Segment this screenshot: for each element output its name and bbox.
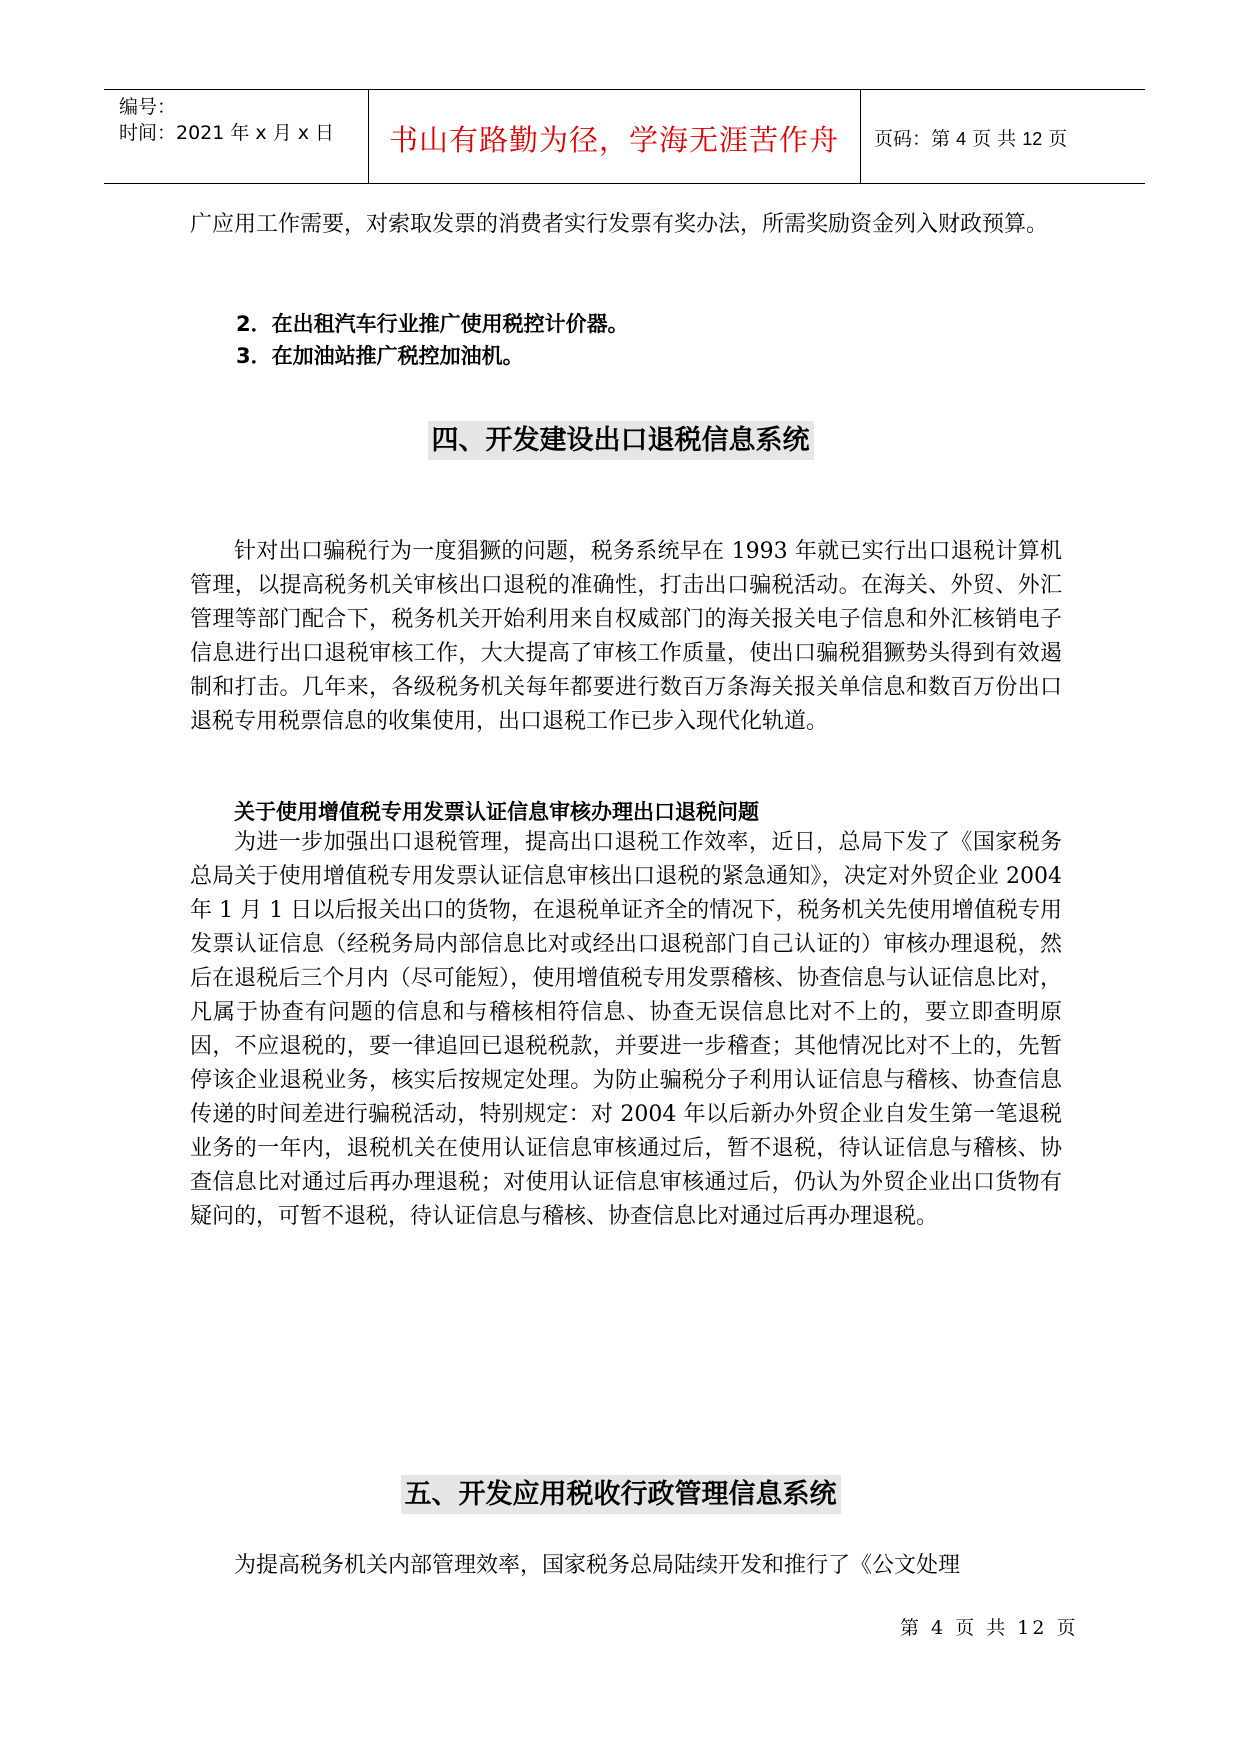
header-page-number <box>874 124 1067 151</box>
paragraph-admin-system: 为提高税务机关内部管理效率，国家税务总局陆续开发和推行了《公文处理 <box>234 1553 961 1578</box>
page-footer: 第 4 页 共 12 页 <box>900 1617 1079 1639</box>
header-motto: 书山有路勤为径，学海无涯苦作舟 <box>388 123 839 157</box>
page-total: 12 <box>1022 129 1043 149</box>
page-prefix: 页码：第 <box>874 128 951 150</box>
sub-heading: 关于使用增值税专用发票认证信息审核办理出口退税问题 <box>234 800 759 824</box>
page-suffix: 页 <box>1048 128 1068 150</box>
page-current: 4 <box>956 129 967 149</box>
document-time-label: 时间：2021 年 x 月 x 日 <box>119 122 335 144</box>
section-heading-5 <box>0 1472 1241 1511</box>
page-middle: 页 共 <box>972 128 1017 150</box>
section-heading-4 <box>0 418 1241 457</box>
header-meta <box>119 94 334 146</box>
list-item-3: 3．在加油站推广税控加油机。 <box>236 344 524 368</box>
section-heading-5-text: 五、开发应用税收行政管理信息系统 <box>401 1475 841 1514</box>
page-header <box>104 89 1145 184</box>
list-item-2: 2．在出租汽车行业推广使用税控计价器。 <box>236 312 629 336</box>
paragraph-continued: 广应用工作需要，对索取发票的消费者实行发票有奖办法，所需奖励资金列入财政预算。 <box>190 212 1049 237</box>
paragraph-export-rebate: 针对出口骗税行为一度猖獗的问题，税务系统早在 1993 年就已实行出口退税计算机管理，以提高税务机关审核出口退税的准确性，打击出口骗税活动。在海关、外贸、外汇管理等部门配合下，税务机关开始利用来自权威部门的海关报关电子信息和外汇核销电子信息进行出口退税审核工作，大大提高了审核工作质量，使出口骗税猖獗势头得到有效遏制和打击。几年来，各级税务机关每年都要进行数百万条海关报关单信息和数百万份出口退税专用税票信息的收集使用，出口退税工作已步入现代化轨道。 <box>190 539 1062 734</box>
header-divider <box>860 90 861 183</box>
section-heading-4-text: 四、开发建设出口退税信息系统 <box>428 421 814 460</box>
paragraph-vat-verification: 为进一步加强出口退税管理，提高出口退税工作效率，近日，总局下发了《国家税务总局关于使用增值税专用发票认证信息审核出口退税的紧急通知》，决定对外贸企业 2004 年 1 月 1 日以后报关出口的货物，在退税单证齐全的情况下，税务机关先使用增值税专用发票认证信息（经税务局内部信息比对或经出口退税部门自己认证的）审核办理退税，然后在退税后三个月内（尽可能短），使用增值税专用发票稽核、协查信息与认证信息比对，凡属于协查有问题的信息和与稽核相符信息、协查无误信息比对不上的，要立即查明原因，不应退税的，要一律追回已退税税款，并要进一步稽查；其他情况比对不上的，先暂停该企业退税业务，核实后按规定处理。为防止骗税分子利用认证信息与稽核、协查信息传递的时间差进行骗税活动，特别规定：对 2004 年以后新办外贸企业自发生第一笔退税业务的一年内，退税机关在使用认证信息审核通过后，暂不退税，待认证信息与稽核、协查信息比对通过后再办理退税；对使用认证信息审核通过后，仍认为外贸企业出口货物有疑问的，可暂不退税，待认证信息与稽核、协查信息比对通过后再办理退税。 <box>190 830 1062 1229</box>
document-number-label: 编号： <box>119 96 177 118</box>
